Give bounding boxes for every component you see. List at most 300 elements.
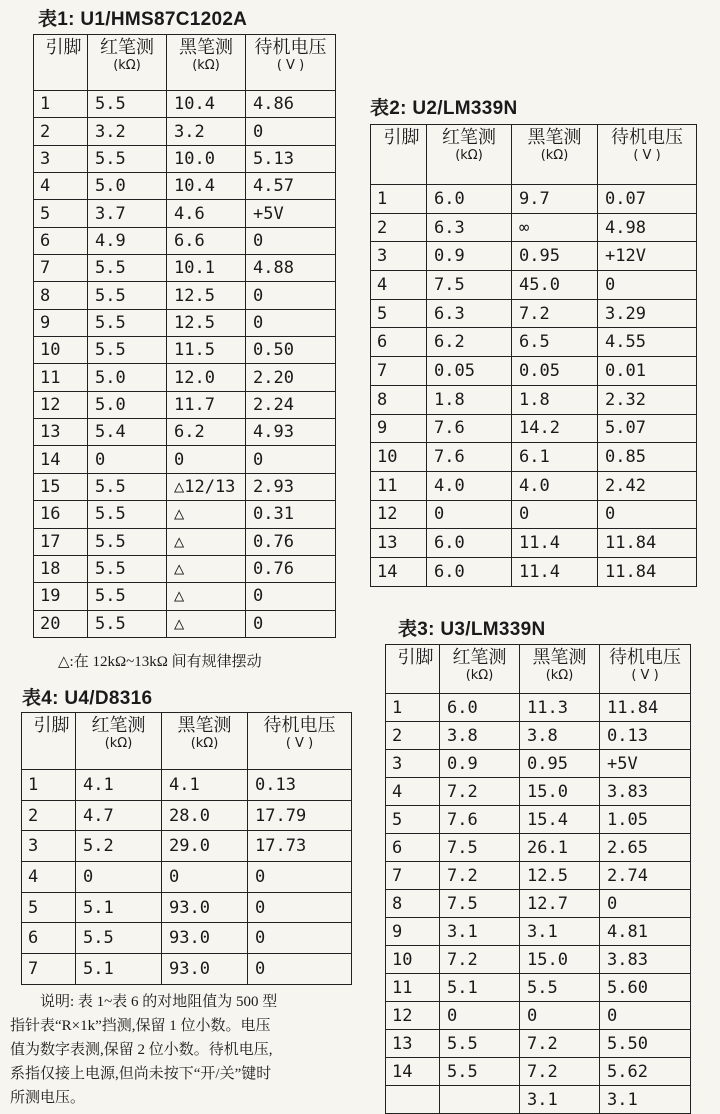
pin-cell: 8 bbox=[34, 282, 88, 309]
pin-header bbox=[34, 35, 88, 91]
black-probe-cell: 12.5 bbox=[167, 309, 246, 336]
table-row bbox=[34, 610, 336, 637]
black-probe-cell: 14.2 bbox=[512, 414, 598, 443]
red-probe-cell: 5.5 bbox=[88, 610, 167, 637]
red-probe-cell: 7.5 bbox=[440, 890, 520, 918]
red-probe-cell: 7.2 bbox=[440, 862, 520, 890]
black-probe-cell: 12.5 bbox=[167, 282, 246, 309]
table-row bbox=[371, 242, 697, 271]
pin-cell: 2 bbox=[22, 800, 76, 831]
black-probe-header-label: 黑笔测 bbox=[532, 647, 587, 668]
black-probe-cell: △ bbox=[167, 583, 246, 610]
red-probe-cell: 7.5 bbox=[427, 271, 512, 300]
pin-cell: 14 bbox=[371, 557, 427, 586]
note-line: 说明: 表 1~表 6 的对地阻值为 500 型 bbox=[40, 994, 278, 1010]
table-row bbox=[34, 555, 336, 582]
standby-voltage-header-unit: ( V ) bbox=[276, 58, 305, 73]
voltage-cell: 0 bbox=[248, 862, 352, 893]
table-row bbox=[371, 529, 697, 558]
standby-voltage-header-label: 待机电压 bbox=[611, 127, 683, 148]
voltage-cell: 4.86 bbox=[246, 91, 336, 118]
voltage-cell: 4.57 bbox=[246, 173, 336, 200]
black-probe-cell: 6.5 bbox=[512, 328, 598, 357]
black-probe-cell: 45.0 bbox=[512, 271, 598, 300]
table-row bbox=[371, 213, 697, 242]
black-probe-cell: 0.95 bbox=[520, 750, 600, 778]
voltage-cell: 11.84 bbox=[598, 557, 697, 586]
voltage-cell: 2.65 bbox=[600, 834, 691, 862]
red-probe-cell: 0.9 bbox=[440, 750, 520, 778]
pin-cell: 3 bbox=[34, 145, 88, 172]
voltage-cell: 5.50 bbox=[600, 1030, 691, 1058]
black-probe-cell: 0.95 bbox=[512, 242, 598, 271]
voltage-cell: 0.76 bbox=[246, 528, 336, 555]
table-row bbox=[386, 806, 691, 834]
pin-header-label: 引脚 bbox=[33, 715, 70, 736]
voltage-cell: 0 bbox=[598, 500, 697, 529]
pin-cell: 13 bbox=[386, 1030, 440, 1058]
table-row bbox=[386, 974, 691, 1002]
red-probe-cell: 0 bbox=[427, 500, 512, 529]
black-probe-cell: 7.2 bbox=[512, 299, 598, 328]
voltage-cell: 4.93 bbox=[246, 419, 336, 446]
voltage-cell: 0 bbox=[600, 890, 691, 918]
red-probe-cell bbox=[440, 1086, 520, 1114]
table-row bbox=[386, 1058, 691, 1086]
voltage-cell: 4.81 bbox=[600, 918, 691, 946]
table-4-title: 表4: U4/D8316 bbox=[22, 688, 153, 709]
note-line: 系指仅接上电源,但尚未按下“开/关”键时 bbox=[10, 1066, 272, 1082]
pin-cell: 18 bbox=[34, 555, 88, 582]
red-probe-cell: 7.2 bbox=[440, 946, 520, 974]
pin-cell: 14 bbox=[34, 446, 88, 473]
pin-cell: 12 bbox=[371, 500, 427, 529]
red-probe-header bbox=[440, 645, 520, 694]
table-row bbox=[386, 946, 691, 974]
table-row bbox=[386, 1030, 691, 1058]
red-probe-cell: 5.5 bbox=[88, 309, 167, 336]
red-probe-cell: 5.1 bbox=[76, 954, 162, 985]
red-probe-cell: 5.0 bbox=[88, 364, 167, 391]
table-row bbox=[371, 271, 697, 300]
black-probe-cell: 12.7 bbox=[520, 890, 600, 918]
black-probe-cell: 7.2 bbox=[520, 1058, 600, 1086]
black-probe-cell: 11.3 bbox=[520, 694, 600, 722]
voltage-cell: 5.13 bbox=[246, 145, 336, 172]
pin-cell bbox=[386, 1086, 440, 1114]
voltage-cell: 1.05 bbox=[600, 806, 691, 834]
red-probe-cell: 4.9 bbox=[88, 227, 167, 254]
red-probe-header-unit: (kΩ) bbox=[104, 736, 133, 751]
table-row bbox=[34, 227, 336, 254]
black-probe-cell: 15.0 bbox=[520, 778, 600, 806]
black-probe-cell: 93.0 bbox=[162, 892, 248, 923]
voltage-cell: 0 bbox=[246, 282, 336, 309]
table-row bbox=[22, 800, 352, 831]
table-row bbox=[371, 443, 697, 472]
red-probe-cell: 5.5 bbox=[88, 337, 167, 364]
pin-cell: 3 bbox=[22, 831, 76, 862]
pin-cell: 12 bbox=[34, 391, 88, 418]
voltage-cell: 4.88 bbox=[246, 255, 336, 282]
standby-voltage-header-unit: ( V ) bbox=[631, 668, 659, 683]
explanation-note bbox=[10, 990, 277, 1110]
table-row bbox=[371, 357, 697, 386]
voltage-cell: 0 bbox=[246, 309, 336, 336]
table-row bbox=[386, 722, 691, 750]
pin-cell: 14 bbox=[386, 1058, 440, 1086]
table-row bbox=[34, 528, 336, 555]
black-probe-header-unit: (kΩ) bbox=[545, 668, 574, 683]
voltage-cell: 2.93 bbox=[246, 473, 336, 500]
voltage-cell: 0 bbox=[246, 118, 336, 145]
voltage-cell: 0 bbox=[246, 610, 336, 637]
red-probe-cell: 4.0 bbox=[427, 471, 512, 500]
red-probe-cell: 5.5 bbox=[88, 91, 167, 118]
black-probe-cell: 6.1 bbox=[512, 443, 598, 472]
black-probe-cell: 11.4 bbox=[512, 529, 598, 558]
table-row bbox=[34, 255, 336, 282]
voltage-cell: 0.01 bbox=[598, 357, 697, 386]
black-probe-cell: 3.2 bbox=[167, 118, 246, 145]
black-probe-cell: 28.0 bbox=[162, 800, 248, 831]
black-probe-cell: 4.6 bbox=[167, 200, 246, 227]
header-row bbox=[34, 35, 336, 91]
table-row bbox=[22, 923, 352, 954]
red-probe-cell: 5.5 bbox=[88, 501, 167, 528]
black-probe-cell: ∞ bbox=[512, 213, 598, 242]
black-probe-header bbox=[520, 645, 600, 694]
standby-voltage-header-label: 待机电压 bbox=[254, 37, 327, 58]
note-line: 指针表“R×1k”挡测,保留 1 位小数。电压 bbox=[10, 1018, 271, 1034]
table-row bbox=[22, 954, 352, 985]
black-probe-header bbox=[167, 35, 246, 91]
red-probe-cell: 5.5 bbox=[440, 1030, 520, 1058]
pin-cell: 7 bbox=[22, 954, 76, 985]
red-probe-cell: 6.3 bbox=[427, 299, 512, 328]
pin-cell: 9 bbox=[371, 414, 427, 443]
voltage-cell: 0 bbox=[246, 446, 336, 473]
pin-cell: 5 bbox=[34, 200, 88, 227]
table-row bbox=[371, 185, 697, 214]
header-row bbox=[22, 713, 352, 770]
voltage-cell: 0 bbox=[600, 1002, 691, 1030]
voltage-cell: 0.50 bbox=[246, 337, 336, 364]
black-probe-header bbox=[512, 125, 598, 185]
pin-cell: 9 bbox=[34, 309, 88, 336]
black-probe-cell: 0 bbox=[512, 500, 598, 529]
voltage-cell: 0.76 bbox=[246, 555, 336, 582]
standby-voltage-header-label: 待机电压 bbox=[263, 715, 336, 736]
red-probe-cell: 3.2 bbox=[88, 118, 167, 145]
black-probe-cell: 11.5 bbox=[167, 337, 246, 364]
standby-voltage-header bbox=[248, 713, 352, 770]
red-probe-cell: 5.5 bbox=[88, 528, 167, 555]
black-probe-cell: 10.4 bbox=[167, 91, 246, 118]
table-row bbox=[34, 446, 336, 473]
table-row bbox=[34, 391, 336, 418]
pin-cell: 11 bbox=[371, 471, 427, 500]
pin-cell: 3 bbox=[371, 242, 427, 271]
red-probe-cell: 4.1 bbox=[76, 770, 162, 801]
red-probe-header-unit: (kΩ) bbox=[465, 668, 494, 683]
table-row bbox=[371, 500, 697, 529]
table-row bbox=[371, 299, 697, 328]
voltage-cell: +12V bbox=[598, 242, 697, 271]
black-probe-cell: 0 bbox=[520, 1002, 600, 1030]
voltage-cell: +5V bbox=[600, 750, 691, 778]
red-probe-cell: 7.6 bbox=[427, 414, 512, 443]
red-probe-header-label: 红笔测 bbox=[100, 37, 154, 58]
red-probe-cell: 6.0 bbox=[427, 529, 512, 558]
table-1-footnote: △:在 12kΩ~13kΩ 间有规律摆动 bbox=[58, 654, 262, 670]
red-probe-cell: 5.5 bbox=[88, 282, 167, 309]
pin-header-label: 引脚 bbox=[383, 127, 420, 148]
black-probe-header-label: 黑笔测 bbox=[527, 127, 582, 148]
black-probe-header bbox=[162, 713, 248, 770]
pin-cell: 1 bbox=[22, 770, 76, 801]
red-probe-header-label: 红笔测 bbox=[91, 715, 146, 736]
voltage-cell: 3.83 bbox=[600, 778, 691, 806]
black-probe-cell: 11.4 bbox=[512, 557, 598, 586]
table-row bbox=[386, 778, 691, 806]
pin-cell: 10 bbox=[386, 946, 440, 974]
table-row bbox=[386, 750, 691, 778]
red-probe-cell: 3.8 bbox=[440, 722, 520, 750]
pin-header bbox=[22, 713, 76, 770]
red-probe-header bbox=[76, 713, 162, 770]
standby-voltage-header bbox=[600, 645, 691, 694]
red-probe-cell: 5.5 bbox=[88, 255, 167, 282]
table-row bbox=[371, 414, 697, 443]
pin-cell: 9 bbox=[386, 918, 440, 946]
table-row bbox=[386, 1002, 691, 1030]
table-row bbox=[34, 282, 336, 309]
red-probe-cell: 6.2 bbox=[427, 328, 512, 357]
black-probe-header-label: 黑笔测 bbox=[179, 37, 233, 58]
header-row bbox=[386, 645, 691, 694]
table-3-title: 表3: U3/LM339N bbox=[398, 619, 546, 640]
table-row bbox=[34, 337, 336, 364]
table-row bbox=[34, 419, 336, 446]
voltage-cell: +5V bbox=[246, 200, 336, 227]
table-row bbox=[371, 471, 697, 500]
pin-cell: 1 bbox=[386, 694, 440, 722]
table-row bbox=[34, 173, 336, 200]
red-probe-cell: 6.0 bbox=[427, 185, 512, 214]
black-probe-cell: 15.0 bbox=[520, 946, 600, 974]
black-probe-cell: △ bbox=[167, 501, 246, 528]
standby-voltage-header bbox=[598, 125, 697, 185]
black-probe-cell: 93.0 bbox=[162, 954, 248, 985]
black-probe-cell: 6.6 bbox=[167, 227, 246, 254]
pin-cell: 2 bbox=[386, 722, 440, 750]
red-probe-cell: 5.4 bbox=[88, 419, 167, 446]
pin-cell: 7 bbox=[34, 255, 88, 282]
voltage-cell: 0.07 bbox=[598, 185, 697, 214]
red-probe-cell: 5.5 bbox=[88, 583, 167, 610]
voltage-cell: 3.83 bbox=[600, 946, 691, 974]
red-probe-header bbox=[427, 125, 512, 185]
voltage-cell: 11.84 bbox=[598, 529, 697, 558]
voltage-cell: 0 bbox=[598, 271, 697, 300]
table-2-title: 表2: U2/LM339N bbox=[370, 98, 518, 119]
table-row bbox=[22, 770, 352, 801]
red-probe-cell: 5.5 bbox=[440, 1058, 520, 1086]
voltage-cell: 11.84 bbox=[600, 694, 691, 722]
table-row bbox=[371, 385, 697, 414]
pin-cell: 11 bbox=[386, 974, 440, 1002]
voltage-cell: 0 bbox=[246, 583, 336, 610]
pin-cell: 6 bbox=[22, 923, 76, 954]
pin-header bbox=[386, 645, 440, 694]
pin-cell: 4 bbox=[371, 271, 427, 300]
standby-voltage-header bbox=[246, 35, 336, 91]
pin-cell: 20 bbox=[34, 610, 88, 637]
table-row bbox=[386, 862, 691, 890]
voltage-cell: 5.60 bbox=[600, 974, 691, 1002]
standby-voltage-header-unit: ( V ) bbox=[285, 736, 314, 751]
table-3 bbox=[385, 644, 691, 1114]
red-probe-cell: 5.5 bbox=[76, 923, 162, 954]
pin-cell: 10 bbox=[34, 337, 88, 364]
voltage-cell: 0 bbox=[248, 892, 352, 923]
voltage-cell: 2.24 bbox=[246, 391, 336, 418]
black-probe-cell: 26.1 bbox=[520, 834, 600, 862]
black-probe-cell: 0 bbox=[167, 446, 246, 473]
pin-cell: 2 bbox=[34, 118, 88, 145]
red-probe-cell: 6.0 bbox=[427, 557, 512, 586]
table-row bbox=[34, 309, 336, 336]
black-probe-cell: 29.0 bbox=[162, 831, 248, 862]
table-row bbox=[34, 118, 336, 145]
voltage-cell: 3.1 bbox=[600, 1086, 691, 1114]
standby-voltage-header-label: 待机电压 bbox=[609, 647, 681, 668]
voltage-cell: 5.62 bbox=[600, 1058, 691, 1086]
table-row bbox=[22, 831, 352, 862]
pin-cell: 13 bbox=[371, 529, 427, 558]
table-row bbox=[386, 918, 691, 946]
voltage-cell: 4.98 bbox=[598, 213, 697, 242]
black-probe-cell: △ bbox=[167, 555, 246, 582]
black-probe-cell: 10.0 bbox=[167, 145, 246, 172]
red-probe-cell: 5.5 bbox=[88, 473, 167, 500]
pin-cell: 7 bbox=[371, 357, 427, 386]
red-probe-cell: 5.0 bbox=[88, 391, 167, 418]
voltage-cell: 17.79 bbox=[248, 800, 352, 831]
black-probe-cell: 12.5 bbox=[520, 862, 600, 890]
pin-cell: 2 bbox=[371, 213, 427, 242]
note-line: 所测电压。 bbox=[10, 1090, 86, 1106]
black-probe-cell: 4.0 bbox=[512, 471, 598, 500]
black-probe-cell: △ bbox=[167, 610, 246, 637]
pin-cell: 12 bbox=[386, 1002, 440, 1030]
red-probe-cell: 5.5 bbox=[88, 555, 167, 582]
pin-header-label: 引脚 bbox=[45, 37, 82, 58]
pin-cell: 10 bbox=[371, 443, 427, 472]
pin-header-label: 引脚 bbox=[397, 647, 434, 668]
pin-cell: 19 bbox=[34, 583, 88, 610]
black-probe-cell: 93.0 bbox=[162, 923, 248, 954]
pin-cell: 5 bbox=[386, 806, 440, 834]
red-probe-header bbox=[88, 35, 167, 91]
red-probe-cell: 5.1 bbox=[440, 974, 520, 1002]
red-probe-cell: 0 bbox=[76, 862, 162, 893]
pin-cell: 5 bbox=[22, 892, 76, 923]
pin-header bbox=[371, 125, 427, 185]
pin-cell: 5 bbox=[371, 299, 427, 328]
pin-cell: 8 bbox=[371, 385, 427, 414]
black-probe-cell: 0.05 bbox=[512, 357, 598, 386]
black-probe-cell: 6.2 bbox=[167, 419, 246, 446]
table-4 bbox=[21, 712, 352, 985]
table-row bbox=[386, 694, 691, 722]
pin-cell: 17 bbox=[34, 528, 88, 555]
black-probe-cell: △12/13 bbox=[167, 473, 246, 500]
table-row bbox=[371, 557, 697, 586]
red-probe-header-label: 红笔测 bbox=[452, 647, 507, 668]
red-probe-cell: 5.2 bbox=[76, 831, 162, 862]
red-probe-cell: 6.3 bbox=[427, 213, 512, 242]
black-probe-cell: 0 bbox=[162, 862, 248, 893]
red-probe-header-unit: (kΩ) bbox=[455, 148, 483, 163]
pin-cell: 3 bbox=[386, 750, 440, 778]
table-row bbox=[386, 1086, 691, 1114]
table-row bbox=[34, 583, 336, 610]
red-probe-cell: 0 bbox=[440, 1002, 520, 1030]
table-row bbox=[386, 834, 691, 862]
voltage-cell: 2.32 bbox=[598, 385, 697, 414]
pin-cell: 1 bbox=[371, 185, 427, 214]
black-probe-header-unit: (kΩ) bbox=[192, 58, 220, 73]
table-row bbox=[22, 862, 352, 893]
red-probe-cell: 5.0 bbox=[88, 173, 167, 200]
pin-cell: 6 bbox=[371, 328, 427, 357]
black-probe-cell: 5.5 bbox=[520, 974, 600, 1002]
voltage-cell: 17.73 bbox=[248, 831, 352, 862]
table-1-title: 表1: U1/HMS87C1202A bbox=[38, 9, 248, 30]
red-probe-cell: 0 bbox=[88, 446, 167, 473]
black-probe-cell: 3.8 bbox=[520, 722, 600, 750]
pin-cell: 1 bbox=[34, 91, 88, 118]
red-probe-header-label: 红笔测 bbox=[442, 127, 496, 148]
voltage-cell: 0 bbox=[248, 923, 352, 954]
black-probe-header-label: 黑笔测 bbox=[177, 715, 232, 736]
voltage-cell: 0 bbox=[246, 227, 336, 254]
black-probe-cell: 1.8 bbox=[512, 385, 598, 414]
pin-cell: 6 bbox=[34, 227, 88, 254]
voltage-cell: 3.29 bbox=[598, 299, 697, 328]
standby-voltage-header-unit: ( V ) bbox=[633, 148, 661, 163]
red-probe-cell: 0.9 bbox=[427, 242, 512, 271]
pin-cell: 16 bbox=[34, 501, 88, 528]
black-probe-cell: 3.1 bbox=[520, 918, 600, 946]
black-probe-cell: 10.4 bbox=[167, 173, 246, 200]
red-probe-cell: 4.7 bbox=[76, 800, 162, 831]
black-probe-cell: 10.1 bbox=[167, 255, 246, 282]
pin-cell: 8 bbox=[386, 890, 440, 918]
table-row bbox=[34, 145, 336, 172]
note-line: 值为数字表测,保留 2 位小数。待机电压, bbox=[10, 1042, 273, 1058]
red-probe-cell: 6.0 bbox=[440, 694, 520, 722]
voltage-cell: 2.42 bbox=[598, 471, 697, 500]
table-row bbox=[371, 328, 697, 357]
red-probe-header-unit: (kΩ) bbox=[113, 58, 141, 73]
table-row bbox=[34, 364, 336, 391]
table-row bbox=[34, 91, 336, 118]
pin-cell: 6 bbox=[386, 834, 440, 862]
table-1 bbox=[33, 34, 336, 638]
